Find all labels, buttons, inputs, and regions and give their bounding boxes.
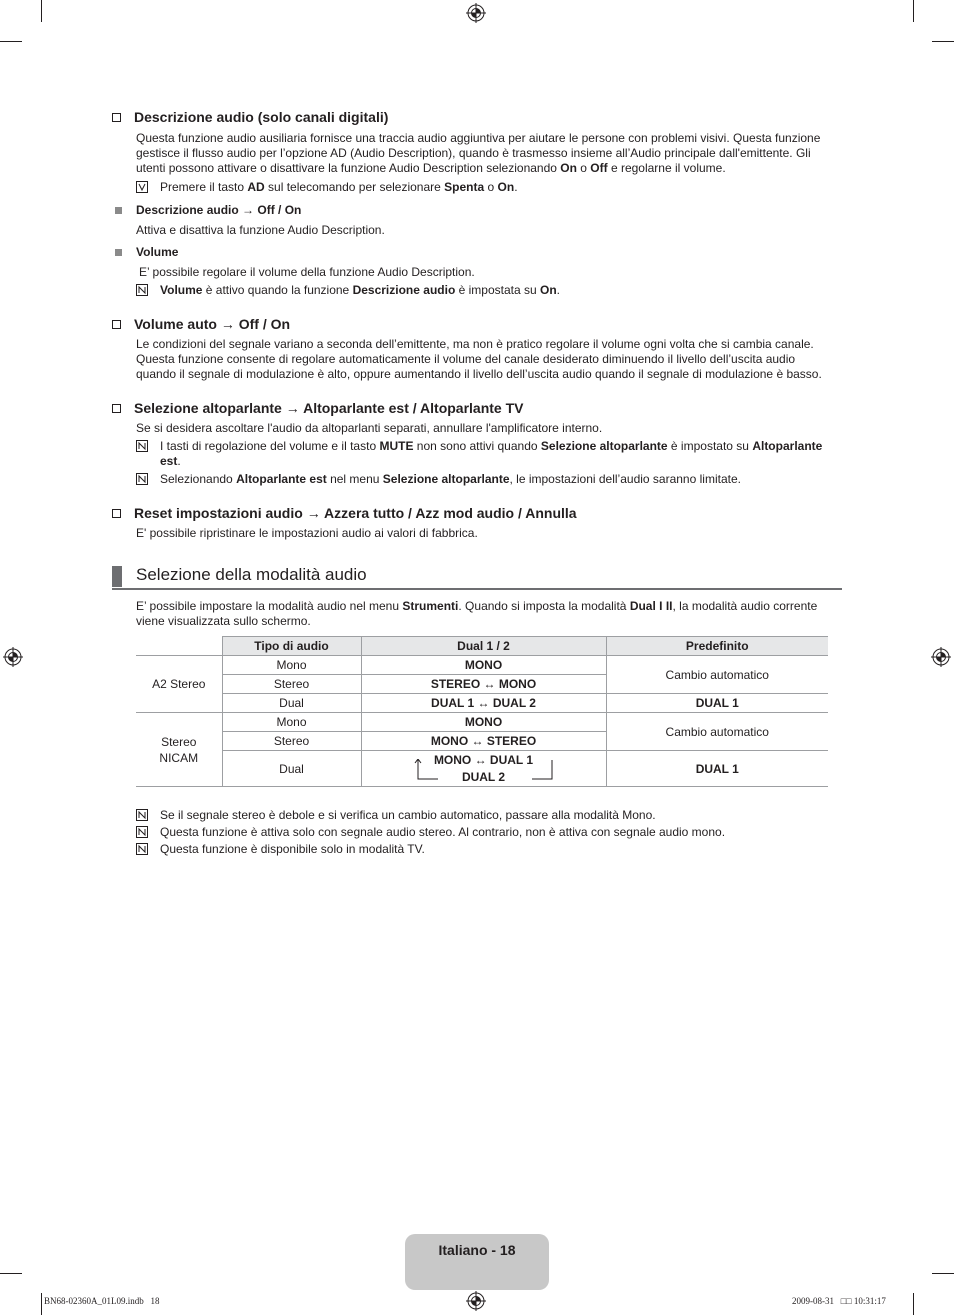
table-cell-line: MONO ↔ DUAL 1 bbox=[433, 752, 534, 767]
table-header bbox=[136, 637, 222, 656]
table-cell: Mono bbox=[222, 656, 361, 675]
table-cell: DUAL 1 bbox=[606, 751, 828, 787]
note-icon bbox=[136, 843, 148, 855]
note bbox=[136, 472, 836, 487]
subsection-title-text: Volume bbox=[136, 245, 179, 259]
section-text: Le condizioni del segnale variano a seconda dell’emittente, ma non è pratico regolare il volume ogni volta che si cambia canale. Questa funzione consente di regolare automaticamente il volume del canale desiderato diminuendo il livello dell’uscita audio quando il segnale di modulazione è alto, oppure aumentando il livello dell’uscita audio quando il segnale di modulazione è basso. bbox=[136, 337, 822, 381]
table-cell: Cambio automatico bbox=[606, 713, 828, 751]
print-file-info: BN68-02360A_01L09.indb 18 bbox=[44, 1296, 160, 1306]
heading-text: E’ possibile impostare la modalità audio nel menu Strumenti. Quando si imposta la modalità Dual I II, la modalità audio corrente viene visualizzata sullo schermo. bbox=[136, 599, 818, 628]
note-icon bbox=[136, 826, 148, 838]
note-text: Premere il tasto AD sul telecomando per selezionare Spenta o On. bbox=[160, 180, 518, 194]
subsection-title bbox=[112, 203, 301, 217]
section-title-text: Descrizione audio (solo canali digitali) bbox=[134, 109, 389, 125]
table-cell: STEREO ↔ MONO bbox=[361, 675, 606, 694]
crop-mark bbox=[0, 1273, 22, 1274]
crop-mark bbox=[932, 41, 954, 42]
table-cell-line: DUAL 2 bbox=[461, 769, 506, 784]
crop-mark bbox=[41, 0, 42, 22]
section-title bbox=[112, 400, 523, 416]
table-row bbox=[136, 694, 828, 713]
table-cell-group: A2 Stereo bbox=[136, 656, 222, 713]
table-cell: MONO bbox=[361, 713, 606, 732]
note bbox=[136, 825, 836, 840]
note-text: Questa funzione è attiva solo con segnale audio stereo. Al contrario, non è attiva con segnale audio mono. bbox=[160, 825, 726, 839]
table-header: Dual 1 / 2 bbox=[361, 637, 606, 656]
note bbox=[136, 439, 836, 469]
section-title-text: Selezione altoparlante → Altoparlante est / Altoparlante TV bbox=[134, 400, 524, 416]
checkbox-icon bbox=[112, 404, 121, 413]
table-row bbox=[136, 751, 828, 787]
note-icon bbox=[136, 809, 148, 821]
note-text: I tasti di regolazione del volume e il tasto MUTE non sono attivi quando Selezione altoparlante è impostato su Altoparlante est. bbox=[160, 439, 823, 468]
table-cell: Mono bbox=[222, 713, 361, 732]
cycle-arrow-icon bbox=[414, 759, 556, 781]
group-label-line: Stereo bbox=[161, 734, 197, 749]
table-cell: MONO ↔ STEREO bbox=[361, 732, 606, 751]
heading-bar bbox=[112, 566, 122, 587]
crop-mark bbox=[932, 1273, 954, 1274]
note-text: Se il segnale stereo è debole e si verifica un cambio automatico, passare alla modalità Mono. bbox=[160, 808, 656, 822]
registration-target-icon bbox=[931, 647, 951, 667]
section-title bbox=[112, 109, 388, 125]
table-cell: Dual bbox=[222, 694, 361, 713]
crop-mark bbox=[913, 0, 914, 22]
registration-target-icon bbox=[466, 3, 486, 23]
table-row bbox=[136, 713, 828, 732]
subsection-text: Attiva e disattiva la funzione Audio Description. bbox=[136, 223, 385, 237]
table-cell bbox=[361, 751, 606, 787]
note-text: Questa funzione è disponibile solo in modalità TV. bbox=[160, 842, 425, 856]
note-icon bbox=[136, 440, 148, 452]
subsection-title bbox=[112, 245, 178, 259]
audio-mode-table bbox=[136, 636, 828, 787]
table-header: Tipo di audio bbox=[222, 637, 361, 656]
remote-button-icon bbox=[136, 181, 148, 193]
note bbox=[136, 180, 836, 195]
section-title bbox=[112, 505, 577, 521]
table-cell: DUAL 1 ↔ DUAL 2 bbox=[361, 694, 606, 713]
section-text: Questa funzione audio ausiliaria fornisce una traccia audio aggiuntiva per aiutare le persone con problemi visivi. Questa funzione gestisce il flusso audio per l’opzione AD (Audio Description), quando è trasmesso insieme all’Audio principale dall'emittente. Gli utenti possono attivare o disattivare la funzione Audio Description selezionando On o Off e regolarne il volume. bbox=[136, 131, 821, 175]
group-label-line: NICAM bbox=[159, 750, 199, 765]
heading-rule bbox=[112, 588, 842, 590]
table-cell: DUAL 1 bbox=[606, 694, 828, 713]
checkbox-icon bbox=[112, 509, 121, 518]
table-cell: Dual bbox=[222, 751, 361, 787]
print-date-info: 2009-08-31 □□ 10:31:17 bbox=[792, 1296, 886, 1306]
section-text: E' possibile ripristinare le impostazioni audio ai valori di fabbrica. bbox=[136, 526, 478, 540]
crop-mark bbox=[41, 1293, 42, 1315]
registration-target-icon bbox=[3, 647, 23, 667]
registration-target-icon bbox=[466, 1291, 486, 1311]
page-number: Italiano - 18 bbox=[438, 1242, 516, 1258]
table-header-row bbox=[136, 637, 828, 656]
section-title bbox=[112, 316, 290, 332]
bullet-square-icon bbox=[115, 249, 122, 256]
section-text: Se si desidera ascoltare l'audio da altoparlanti separati, annullare l'amplificatore interno. bbox=[136, 421, 603, 435]
crop-mark bbox=[0, 41, 22, 42]
note bbox=[136, 283, 836, 298]
note-text: Volume è attivo quando la funzione Descrizione audio è impostata su On. bbox=[160, 283, 561, 297]
bullet-square-icon bbox=[115, 207, 122, 214]
section-title-text: Reset impostazioni audio → Azzera tutto / Azz mod audio / Annulla bbox=[134, 505, 577, 521]
checkbox-icon bbox=[112, 320, 121, 329]
note-text: Selezionando Altoparlante est nel menu Selezione altoparlante, le impostazioni dell’audio saranno limitate. bbox=[160, 472, 741, 486]
table-cell: Stereo bbox=[222, 675, 361, 694]
subsection-text: E’ possibile regolare il volume della funzione Audio Description. bbox=[139, 265, 475, 279]
table-cell: Stereo bbox=[222, 732, 361, 751]
table-header: Predefinito bbox=[606, 637, 828, 656]
table-cell: MONO bbox=[361, 656, 606, 675]
page-heading: Selezione della modalità audio bbox=[136, 565, 367, 584]
section-title-text: Volume auto → Off / On bbox=[134, 316, 291, 332]
table-cell: Cambio automatico bbox=[606, 656, 828, 694]
subsection-title-text: Descrizione audio → Off / On bbox=[136, 203, 302, 217]
table-cell-group bbox=[136, 713, 222, 787]
note-icon bbox=[136, 284, 148, 296]
checkbox-icon bbox=[112, 113, 121, 122]
crop-mark bbox=[913, 1293, 914, 1315]
table-row bbox=[136, 656, 828, 675]
note bbox=[136, 842, 836, 857]
note-icon bbox=[136, 473, 148, 485]
note bbox=[136, 808, 836, 823]
